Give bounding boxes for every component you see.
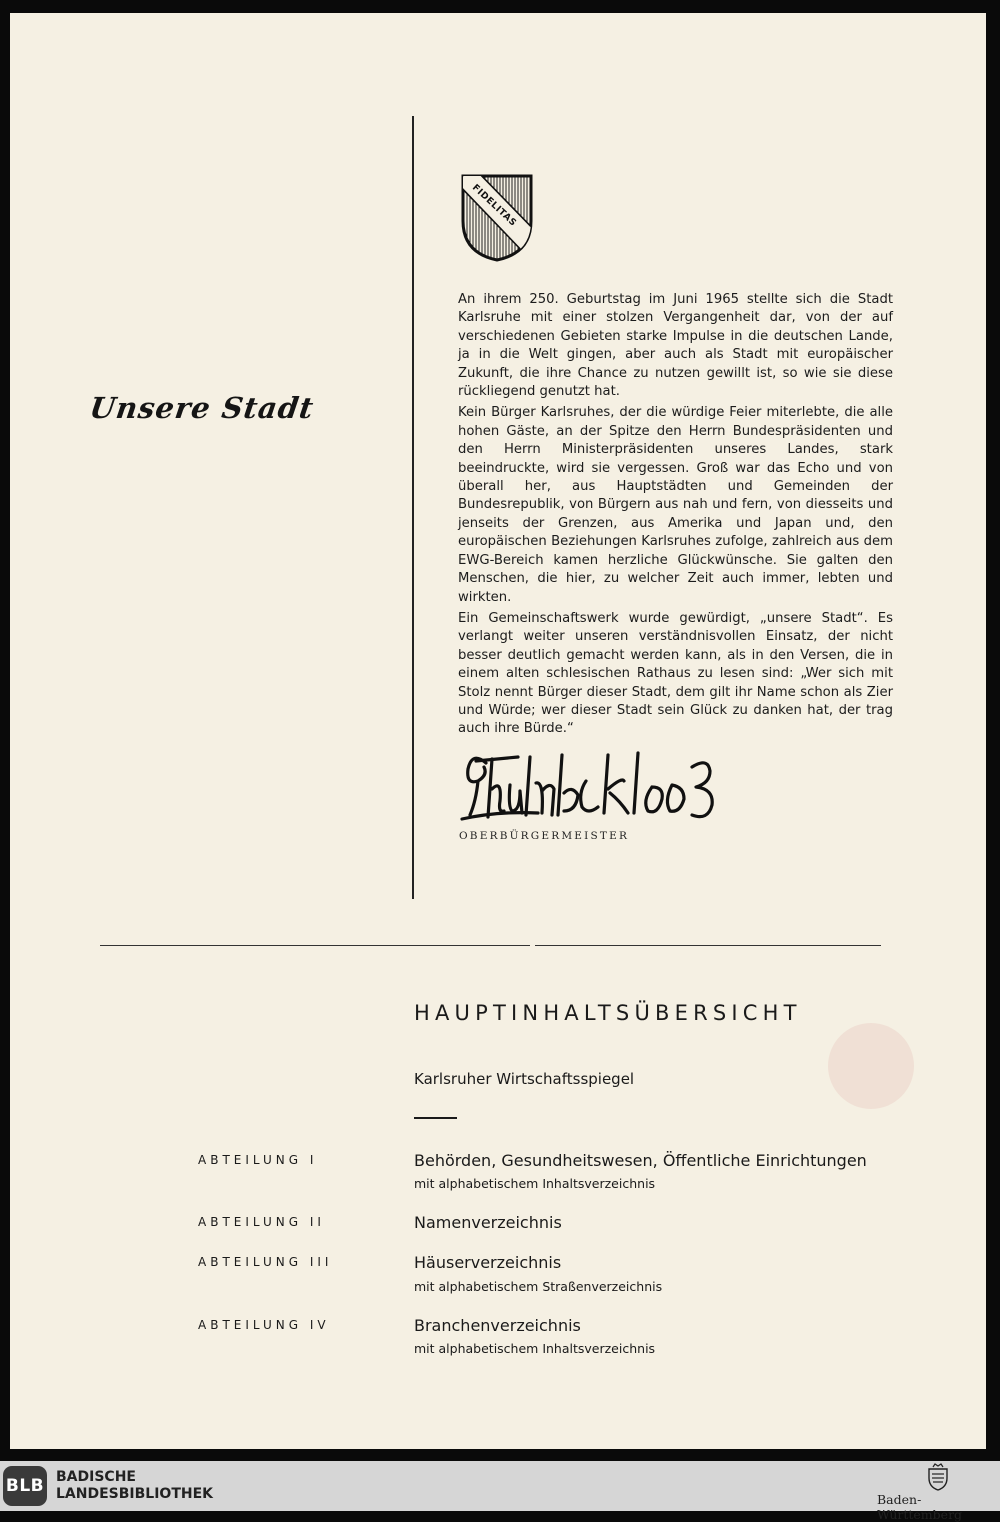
section-note: mit alphabetischem Straßenverzeichnis xyxy=(414,1279,663,1294)
section-note: mit alphabetischem Inhaltsverzeichnis xyxy=(414,1176,656,1191)
vertical-divider xyxy=(412,116,414,899)
library-name-line2: LANDESBIBLIOTHEK xyxy=(56,1486,214,1502)
karlsruhe-crest-icon xyxy=(460,173,534,263)
paragraph: An ihrem 250. Geburtstag im Juni 1965 stellte sich die Stadt Karlsruhe mit einer stolzen Vergangenheit dar, von der auf verschiedenen Gebieten starke Impulse in die deutschen Lande, ja in die Welt gingen, aber auch als Stadt mit europäischer Zukunft, die ihre Chance zu nutzen gewillt ist, so wie sie diese rückliegend genutzt hat. xyxy=(458,292,893,400)
toc-underline xyxy=(414,1117,457,1119)
handwritten-signature xyxy=(458,741,728,826)
toc-subtitle: Karlsruher Wirtschaftsspiegel xyxy=(414,1070,635,1088)
horizontal-divider xyxy=(535,945,881,946)
blb-logo[interactable]: BLB xyxy=(3,1466,47,1506)
section-title: Behörden, Gesundheitswesen, Öffentliche Einrichtungen xyxy=(414,1151,867,1170)
section-title: Namenverzeichnis xyxy=(414,1213,562,1232)
section-label: ABTEILUNG I xyxy=(198,1153,318,1167)
section-title: Häuserverzeichnis xyxy=(414,1253,562,1272)
paragraph: Kein Bürger Karlsruhes, der die würdige Feier miterlebte, die alle hohen Gäste, an der Spitze den Herrn Bundespräsidenten und den Herrn Ministerpräsidenten unseres Landes, stark beeindruckte, wird sie vergessen. Groß war das Echo und von überall her, aus Hauptstädten und Gemeinden der Bundesrepublik, von Bürgern aus nah und fern, von diesseits und jenseits der Grenzen, aus Amerika und Japan und, den europäischen Beziehungen Karlsruhes zufolge, zahlreich aus dem EWG-Bereich kamen herzliche Glückwünsche. Sie galten den Menschen, die hier, zu welcher Zeit auch immer, lebten und wirkten. xyxy=(458,405,893,605)
section-label: ABTEILUNG III xyxy=(198,1255,333,1269)
crest-motto: FIDELITAS xyxy=(469,182,519,229)
horizontal-divider xyxy=(100,945,530,946)
section-label: ABTEILUNG II xyxy=(198,1215,325,1229)
section-title: Branchenverzeichnis xyxy=(414,1316,581,1335)
library-name-line1: BADISCHE xyxy=(56,1469,136,1485)
baden-wuerttemberg-crest-icon xyxy=(926,1463,950,1491)
footer-bar xyxy=(0,1461,1000,1522)
page-heading: Unsere Stadt xyxy=(87,391,317,425)
paragraph: Ein Gemeinschaftswerk wurde gewürdigt, „unsere Stadt“. Es verlangt weiter unseren verständnisvollen Einsatz, der nicht besser deutlich gemacht werden kann, als in den Versen, die in einem alten schlesischen Rathaus zu lesen sind: „Wer sich mit Stolz nennt Bürger dieser Stadt, dem gilt ihr Name schon als Zier und Würde; wer dieser Stadt sein Glück zu danken hat, der trag auch ihre Bürde.“ xyxy=(458,610,893,737)
section-note: mit alphabetischem Inhaltsverzeichnis xyxy=(414,1341,656,1356)
library-name[interactable] xyxy=(56,1469,213,1503)
section-label: ABTEILUNG IV xyxy=(198,1318,330,1332)
toc-title: HAUPTINHALTSÜBERSICHT xyxy=(414,1001,802,1025)
faded-stamp xyxy=(828,1023,914,1109)
body-text xyxy=(458,291,893,742)
state-name: Baden-Württemberg xyxy=(877,1492,963,1522)
signature-title: OBERBÜRGERMEISTER xyxy=(459,830,630,842)
document-page xyxy=(10,13,986,1449)
